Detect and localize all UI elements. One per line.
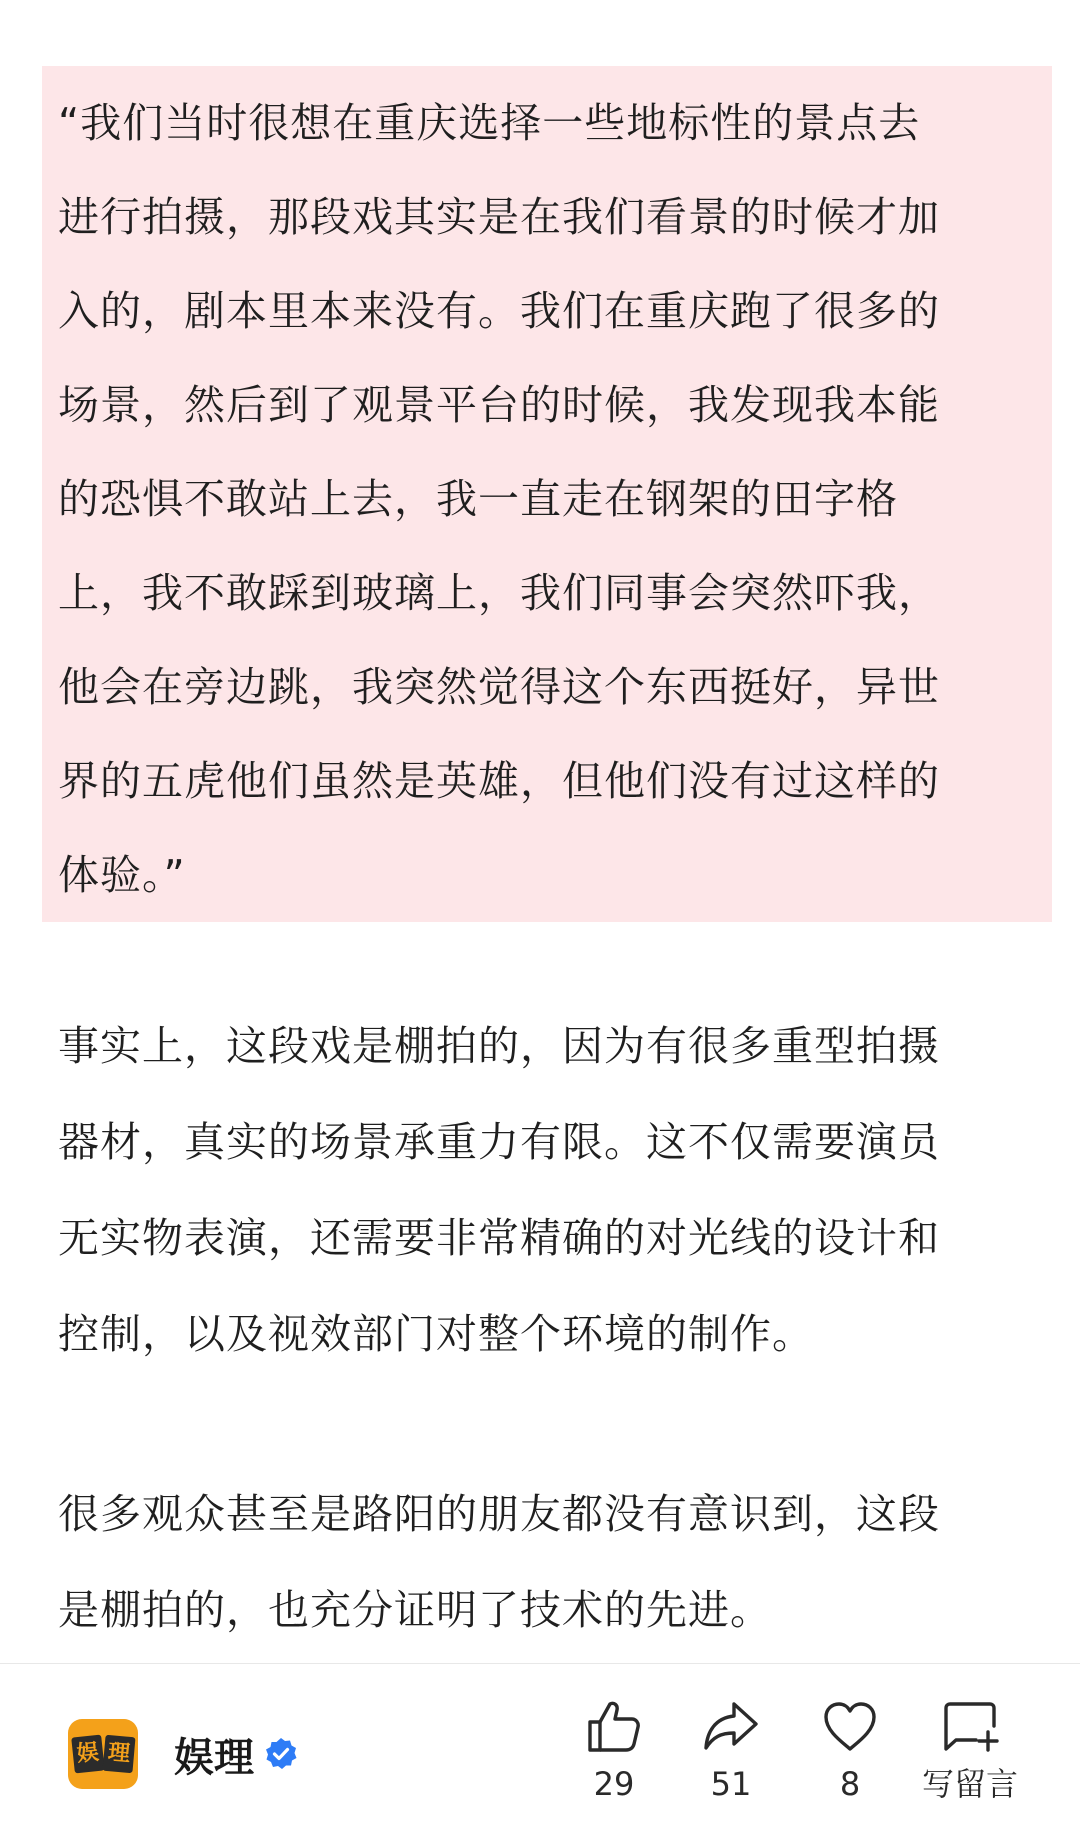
comment-add-icon (940, 1700, 1000, 1754)
article-paragraph (58, 1466, 1038, 1658)
share-count: 51 (710, 1765, 752, 1803)
quote-line: 入的，剧本里本来没有。我们在重庆跑了很多的 (58, 287, 940, 335)
share-arrow-icon (703, 1700, 759, 1754)
quote-line: “我们当时很想在重庆选择一些地标性的景点去 (58, 99, 921, 147)
quote-line: 上，我不敢踩到玻璃上，我们同事会突然吓我， (58, 569, 940, 617)
logo-char: 理 (102, 1735, 135, 1773)
quote-line: 界的五虎他们虽然是英雄，但他们没有过这样的 (58, 757, 940, 805)
quote-line: 进行拍摄，那段戏其实是在我们看景的时候才加 (58, 193, 940, 241)
favorite-button[interactable] (795, 1700, 905, 1804)
thumbs-up-icon (586, 1700, 642, 1754)
quote-line: 他会在旁边跳，我突然觉得这个东西挺好，异世 (58, 663, 940, 711)
quote-line: 体验。” (58, 851, 186, 899)
account-logo[interactable] (68, 1719, 138, 1789)
quote-line: 的恐惧不敢站上去，我一直走在钢架的田字格 (58, 475, 898, 523)
paragraph-line: 事实上，这段戏是棚拍的，因为有很多重型拍摄 (58, 1022, 940, 1070)
paragraph-line: 器材，真实的场景承重力有限。这不仅需要演员 (58, 1118, 940, 1166)
like-count: 29 (593, 1765, 635, 1803)
paragraph-line: 很多观众甚至是路阳的朋友都没有意识到，这段 (58, 1490, 940, 1538)
article-paragraph (58, 998, 1038, 1382)
comment-button[interactable] (905, 1700, 1035, 1804)
account-info[interactable] (68, 1714, 298, 1794)
favorite-count: 8 (839, 1765, 861, 1803)
logo-char: 娱 (71, 1735, 105, 1774)
paragraph-line: 是棚拍的，也充分证明了技术的先进。 (58, 1586, 772, 1634)
verified-badge-icon (264, 1737, 298, 1771)
like-button[interactable] (559, 1700, 669, 1804)
share-button[interactable] (676, 1700, 786, 1804)
paragraph-line: 无实物表演，还需要非常精确的对光线的设计和 (58, 1214, 940, 1262)
account-name[interactable]: 娱理 (174, 1734, 254, 1781)
quote-block (42, 66, 1052, 922)
paragraph-line: 控制，以及视效部门对整个环境的制作。 (58, 1310, 814, 1358)
heart-icon (822, 1700, 878, 1754)
bottom-action-bar (0, 1663, 1080, 1843)
quote-line: 场景，然后到了观景平台的时候，我发现我本能 (58, 381, 940, 429)
comment-label: 写留言 (921, 1765, 1018, 1803)
